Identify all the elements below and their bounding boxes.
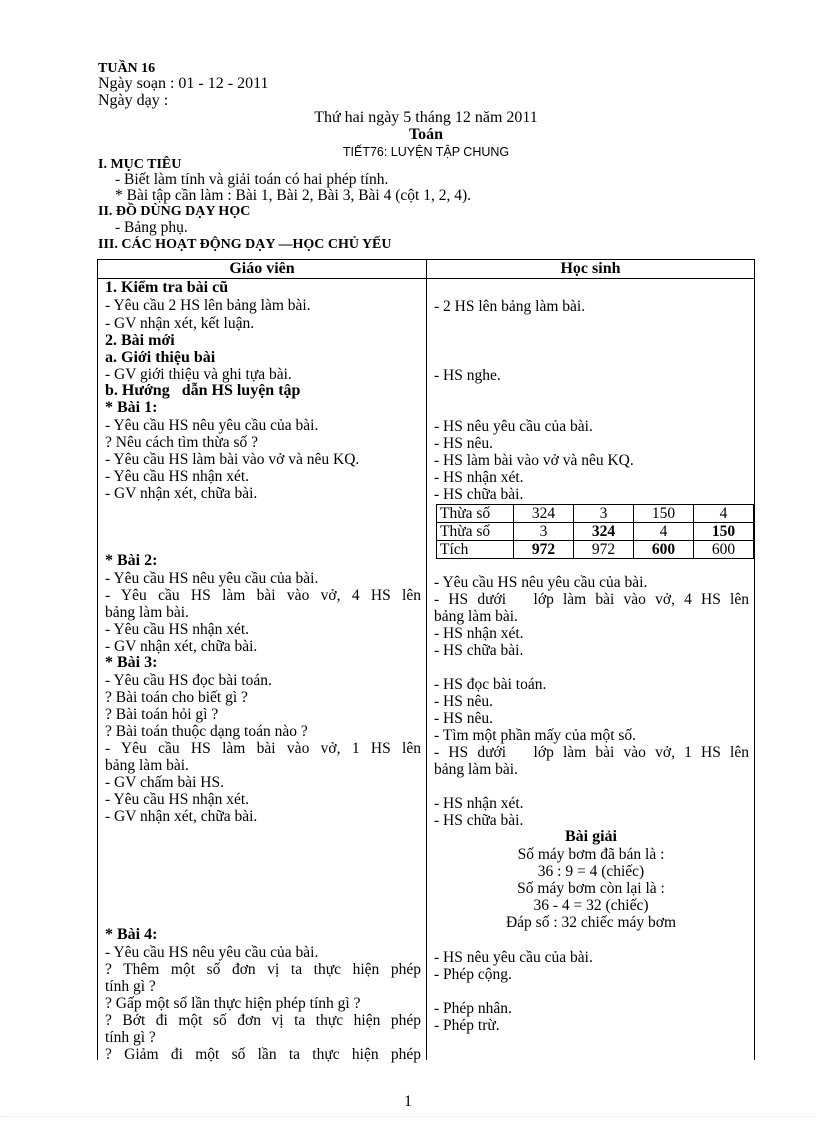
student-line: bảng làm bài. xyxy=(434,608,518,625)
student-line: - Phép trừ. xyxy=(434,1017,500,1034)
objective-item: - Biết làm tính và giải toán có hai phép tính. xyxy=(115,171,389,188)
student-line: - HS làm bài vào vở và nêu KQ. xyxy=(434,452,634,469)
solution-line: Số máy bơm còn lại là : xyxy=(517,880,665,897)
teacher-line: - GV nhận xét, chữa bài. xyxy=(105,485,258,502)
teacher-line: - Yêu cầu HS làm bài vào vở, 4 HS lên xyxy=(105,587,421,604)
student-line: - HS đọc bài toán. xyxy=(434,676,547,693)
teacher-line: ? Giảm đi một số lần ta thực hiện phép xyxy=(105,1046,421,1063)
table-row xyxy=(437,523,754,541)
student-line: - Phép cộng. xyxy=(434,966,512,983)
teacher-line: bảng làm bài. xyxy=(105,604,189,621)
material-item: - Bảng phụ. xyxy=(115,219,188,236)
lesson-title: TIẾT76: LUYỆN TẬP CHUNG xyxy=(342,145,510,159)
exercise1-results-table xyxy=(436,504,754,559)
teacher-column-header: Giáo viên xyxy=(229,260,295,277)
day-line: Thứ hai ngày 5 tháng 12 năm 2011 xyxy=(314,109,538,126)
student-line: - 2 HS lên bảng làm bài. xyxy=(434,298,586,315)
solution-answer: Đáp số : 32 chiếc máy bơm xyxy=(505,914,677,931)
exercise-heading: * Bài 2: xyxy=(105,552,158,569)
prepared-date: Ngày soạn : 01 - 12 - 2011 xyxy=(98,75,269,92)
lesson-table xyxy=(97,259,755,1063)
table-row xyxy=(437,541,754,559)
teacher-line: - Yêu cầu 2 HS lên bảng làm bài. xyxy=(105,297,311,314)
student-line: - Phép nhân. xyxy=(434,1000,512,1017)
teacher-line: - GV giới thiệu và ghi tựa bài. xyxy=(105,366,292,383)
cell-value: 324 xyxy=(513,505,573,523)
teacher-line: ? Bớt đi một số đơn vị ta thực hiện phép xyxy=(105,1012,421,1029)
page-edge-divider xyxy=(0,1116,816,1118)
objective-item: * Bài tập cần làm : Bài 1, Bài 2, Bài 3, Bài 4 (cột 1, 2, 4). xyxy=(115,187,472,204)
teacher-line: - Yêu cầu HS nhận xét. xyxy=(105,791,250,808)
student-line: - HS nhận xét. xyxy=(434,625,524,642)
student-line: - HS nhận xét. xyxy=(434,795,524,812)
row-label: Tích xyxy=(437,541,514,559)
teacher-line: ? Bài toán thuộc dạng toán nào ? xyxy=(105,723,308,740)
objectives-title: I. MỤC TIÊU xyxy=(98,157,182,172)
cell-value: 3 xyxy=(573,505,633,523)
student-line: - HS nêu. xyxy=(434,435,493,452)
teacher-line: - Yêu cầu HS đọc bài toán. xyxy=(105,672,272,689)
teacher-line: - Yêu cầu HS nhận xét. xyxy=(105,621,250,638)
teacher-line: - Yêu cầu HS nhận xét. xyxy=(105,468,250,485)
solution-title: Bài giải xyxy=(564,828,617,845)
cell-value: 4 xyxy=(693,505,753,523)
teacher-line: ? Thêm một số đơn vị ta thực hiện phép xyxy=(105,961,421,978)
teacher-heading: 1. Kiểm tra bài cũ xyxy=(105,279,229,296)
student-line: - HS dưới lớp làm bài vào vở, 4 HS lên xyxy=(434,591,749,608)
student-line: - HS nêu yêu cầu của bài. xyxy=(434,949,593,966)
column-divider xyxy=(426,260,427,1060)
teacher-line: - Yêu cầu HS nêu yêu cầu của bài. xyxy=(105,417,319,434)
exercise-heading: * Bài 3: xyxy=(105,654,158,671)
student-line: - HS chữa bài. xyxy=(434,642,524,659)
table-row xyxy=(437,505,754,523)
student-line: - HS nghe. xyxy=(434,367,501,384)
student-column-header: Học sinh xyxy=(560,260,621,277)
teacher-line: - GV chấm bài HS. xyxy=(105,774,224,791)
activities-title: III. CÁC HOẠT ĐỘNG DẠY —HỌC CHỦ YẾU xyxy=(98,237,392,252)
cell-answer: 150 xyxy=(693,523,753,541)
teacher-line: - Yêu cầu HS nêu yêu cầu của bài. xyxy=(105,944,319,961)
teacher-line: - Yêu cầu HS nêu yêu cầu của bài. xyxy=(105,570,319,587)
student-line: - HS nêu. xyxy=(434,710,493,727)
teacher-line: - GV nhận xét, chữa bài. xyxy=(105,638,258,655)
materials-title: II. ĐỒ DÙNG DẠY HỌC xyxy=(98,204,251,219)
row-label: Thừa số xyxy=(437,505,514,523)
solution-line: 36 - 4 = 32 (chiếc) xyxy=(533,897,649,914)
student-line: - HS dưới lớp làm bài vào vở, 1 HS lên xyxy=(434,744,749,761)
exercise-heading: * Bài 4: xyxy=(105,926,158,943)
teacher-heading: b. Hướng dẫn HS luyện tập xyxy=(105,382,301,399)
solution-line: 36 : 9 = 4 (chiếc) xyxy=(537,863,645,880)
student-line: - Yêu cầu HS nêu yêu cầu của bài. xyxy=(434,574,648,591)
exercise-heading: * Bài 1: xyxy=(105,399,158,416)
teacher-line: - Yêu cầu HS làm bài vào vở, 1 HS lên xyxy=(105,740,421,757)
student-line: - HS chữa bài. xyxy=(434,812,524,829)
solution-line: Số máy bơm đã bán là : xyxy=(517,846,665,863)
teacher-line: ? Bài toán cho biết gì ? xyxy=(105,689,248,706)
cell-value: 972 xyxy=(573,541,633,559)
student-line: - HS chữa bài. xyxy=(434,486,524,503)
cell-answer: 972 xyxy=(513,541,573,559)
student-line: - HS nhận xét. xyxy=(434,469,524,486)
student-line: bảng làm bài. xyxy=(434,761,518,778)
row-label: Thừa số xyxy=(437,523,514,541)
teaching-date: Ngày dạy : xyxy=(98,92,169,109)
cell-answer: 324 xyxy=(573,523,633,541)
student-line: - HS nêu. xyxy=(434,693,493,710)
teacher-line: ? Nêu cách tìm thừa số ? xyxy=(105,434,259,451)
teacher-line: bảng làm bài. xyxy=(105,757,189,774)
cell-value: 3 xyxy=(513,523,573,541)
teacher-line: ? Gấp một số lần thực hiện phép tính gì ? xyxy=(105,995,361,1012)
week-label: TUẦN 16 xyxy=(98,61,156,76)
teacher-line: tính gì ? xyxy=(105,1029,156,1046)
cell-value: 150 xyxy=(633,505,693,523)
teacher-heading: 2. Bài mới xyxy=(105,332,175,349)
teacher-heading: a. Giới thiệu bài xyxy=(105,349,216,366)
page-number: 1 xyxy=(404,1093,412,1110)
teacher-line: - GV nhận xét, chữa bài. xyxy=(105,808,258,825)
teacher-line: tính gì ? xyxy=(105,978,156,995)
subject-title: Toán xyxy=(408,126,444,143)
cell-value: 600 xyxy=(693,541,753,559)
teacher-line: - Yêu cầu HS làm bài vào vở và nêu KQ. xyxy=(105,451,360,468)
teacher-line: - GV nhận xét, kết luận. xyxy=(105,315,255,332)
cell-value: 4 xyxy=(633,523,693,541)
student-line: - Tìm một phần mấy của một số. xyxy=(434,727,637,744)
cell-answer: 600 xyxy=(633,541,693,559)
teacher-line: ? Bài toán hỏi gì ? xyxy=(105,706,219,723)
student-line: - HS nêu yêu cầu của bài. xyxy=(434,418,593,435)
